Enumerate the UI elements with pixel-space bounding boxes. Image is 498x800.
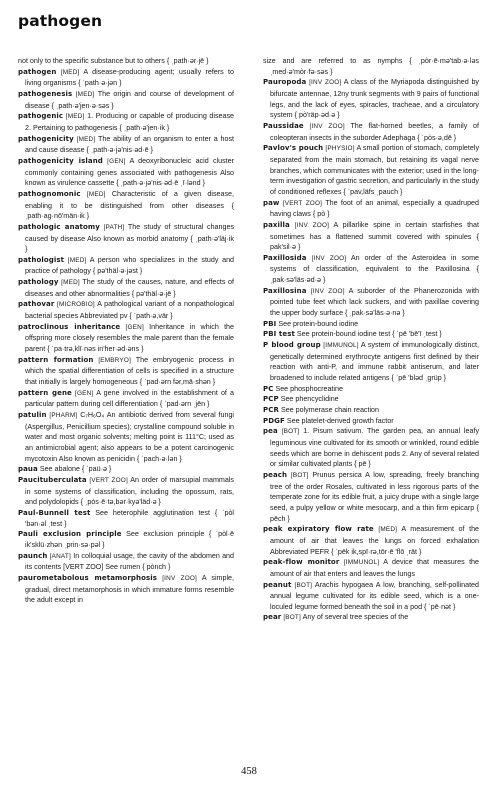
entry-definition: See polymerase chain reaction <box>280 406 379 414</box>
dictionary-entry <box>18 67 234 89</box>
dictionary-entry <box>18 134 234 156</box>
entry-headword: Paxillosida <box>263 253 307 262</box>
dictionary-entry <box>18 299 234 321</box>
entry-field-label: [INV ZOO] <box>309 122 345 130</box>
left-column <box>18 56 234 762</box>
entry-definition: See abalone { ˈpaü·ə } <box>39 465 112 474</box>
dictionary-entry <box>263 340 479 384</box>
dictionary-entry <box>263 612 479 624</box>
dictionary-entry <box>18 573 234 606</box>
dictionary-entry <box>263 405 479 416</box>
entry-definition: A small portion of stomach, completely separated from the main stomach, but retaining its vagal nerve branches, which communicates with the exterior; used in the long-term investigation of gastric secretion, and particularly in the study of conditioned reflexes { ˈpav,läfs ˌpauch } <box>270 144 479 196</box>
entry-field-label: [MED] <box>75 90 95 98</box>
entry-headword: PCR <box>263 406 279 414</box>
entry-definition: Characteristic of a given disease, enabling it to be distinguished from other diseases { ˌpath·ag·nō'män·ik } <box>25 189 234 221</box>
entry-field-label: [IMMUNOL] <box>343 559 380 567</box>
dictionary-entry <box>18 277 234 299</box>
entry-field-label: [MED] <box>378 526 398 534</box>
entry-field-label: [INV ZOO] <box>309 79 342 87</box>
entry-field-label: [MED] <box>67 256 87 264</box>
dictionary-entry <box>263 143 479 197</box>
dictionary-entry <box>263 524 479 557</box>
entry-definition: In colloquial usage, the cavity of the abdomen and its contents [VERT ZOO] See rumen { pònch } <box>25 551 234 572</box>
dictionary-entry <box>18 475 234 508</box>
entry-headword: Pavlov's pouch <box>263 144 324 153</box>
entry-headword: pathogen <box>18 67 57 76</box>
entry-field-label: [PHYSIO] <box>325 145 355 153</box>
dictionary-entry <box>18 508 234 529</box>
dictionary-entry <box>18 111 234 133</box>
entry-field-label: [BOT] <box>290 471 309 479</box>
entry-field-label: [PHARM] <box>49 412 78 419</box>
entry-field-label: [GEN] <box>75 389 94 397</box>
dictionary-entry <box>18 255 234 277</box>
entry-definition: A disease-producing agent; usually refers to living organisms { ˈpath·ə·jən } <box>25 67 234 88</box>
entry-headword: Paucituberculata <box>18 475 87 484</box>
entry-headword: peanut <box>263 580 292 589</box>
entry-definition: An order of marsupial mammals in some systems of classification, including the opossum, rats, and polydolopids { ˌpo̍s·ē·tə,bər·kyə'läd·ə } <box>25 475 234 507</box>
dictionary-entry <box>18 189 234 222</box>
entry-headword: PBI <box>263 319 277 328</box>
entry-definition: Inheritance in which the offspring more closely resembles the male parent than the female parent { ˈpa·trə,klī·nəs in'her·əd·əns } <box>25 322 234 354</box>
entry-definition: A suborder of the Phanerozonida with pointed tube feet which lack suckers, and with paxillae covering the upper body surface { ˌpak·sə'läs·ə·nə } <box>270 286 479 318</box>
entry-field-label: [PATH] <box>103 223 125 231</box>
dictionary-entry <box>263 416 479 427</box>
dictionary-entry <box>18 355 234 388</box>
dictionary-entry <box>263 253 479 286</box>
entry-definition: A deoxyribonucleic acid cluster commonly containing genes associated with pathogenesis Also known as virulence cassette { ˌpath·ə·jə'nis·əd·ē ˌī·lənd } <box>25 156 234 188</box>
entry-definition: A pillarlike spine in certain starfishes that sometimes has a flattened summit covered with spinules { pak'sil·ə } <box>270 220 479 252</box>
dictionary-entry <box>18 551 234 573</box>
dictionary-entry <box>263 394 479 405</box>
entry-field-label: [ANAT] <box>49 552 71 560</box>
dictionary-entry <box>18 156 234 189</box>
entry-definition: A class of the Myriapoda distinguished by bifurcate antennae, 12ny trunk segments with 9 pairs of functional legs, and the lack of eyes, spiracles, tracheae, and a circulatory system { pò'räp·əd·ə } <box>270 78 479 120</box>
entry-headword: paxilla <box>263 220 290 229</box>
entry-headword: P blood group <box>263 341 321 350</box>
entry-definition: See protein-bound iodine <box>278 319 359 328</box>
entry-field-label: [GEN] <box>125 323 144 331</box>
entry-definition: size and are referred to as nymphs { ˌpòr·ē·mə'tab·ə·ləs ˌmed·ə'mòr·fə·səs } <box>263 57 479 76</box>
entry-headword: pathology <box>18 278 59 287</box>
entry-headword: peak-flow monitor <box>263 558 340 567</box>
entry-field-label: [BOT] <box>281 428 300 436</box>
entry-headword: pattern formation <box>18 355 94 364</box>
entry-field-label: [MED] <box>76 135 96 143</box>
entry-definition: The origin and course of development of disease { ˌpath·ə'jen·ə·səs } <box>25 89 234 110</box>
entry-definition: A simple, gradual, direct metamorphosis in which immature forms resemble the adult except in <box>25 573 234 605</box>
dictionary-entry <box>263 77 479 121</box>
entry-field-label: [MED] <box>60 68 80 76</box>
entry-field-label: [VERT ZOO] <box>282 199 323 207</box>
entry-definition: See exclusion principle { ˈpòl·ē ik'sklü·zhən ˌprin·sə·pəl } <box>25 530 234 549</box>
entry-headword: pathologic anatomy <box>18 222 100 231</box>
dictionary-entry <box>18 410 234 464</box>
entry-definition: The study of structural changes caused by disease Also known as morbid anatomy { ˌpath·ə'läj·ik } <box>25 222 234 254</box>
dictionary-entry <box>18 322 234 355</box>
entry-headword: Paxillosina <box>263 286 307 295</box>
dictionary-entry <box>18 89 234 111</box>
entry-definition: A person who specializes in the study and practice of pathology { pə'thäl·ə·jəst } <box>25 255 234 276</box>
entry-headword: Paussidae <box>263 121 304 130</box>
entry-headword: PC <box>263 384 274 393</box>
entry-definition: The study of the causes, nature, and effects of diseases and other abnormalities { pə'thäl·ə·jē } <box>25 278 234 298</box>
entry-headword: PDGF <box>263 416 285 425</box>
entry-field-label: [INV ZOO] <box>162 574 198 582</box>
entry-field-label: [MED] <box>61 279 80 287</box>
entry-headword: Pauropoda <box>263 78 307 87</box>
entry-definition: A device that measures the amount of air that enters and leaves the lungs <box>270 558 479 578</box>
dictionary-entry <box>263 384 479 395</box>
entry-definition: 1. Pisum sativum. The garden pea, an annual leafy leguminous vine cultivated for its smooth or wrinkled, round edible seeds which are borne in dehiscent pods 2. Any of several related or similar cultivated plants { pē } <box>270 427 479 469</box>
entry-headword: Pauli exclusion principle <box>18 530 122 539</box>
entry-definition: Any of several tree species of the <box>302 613 409 622</box>
entry-headword: pathogenicity <box>18 134 74 143</box>
entry-definition: The foot of an animal, especially a quadruped having claws { pò } <box>270 198 479 219</box>
dictionary-entry <box>18 56 234 67</box>
entry-headword: pattern gene <box>18 388 72 397</box>
entry-definition: 1. Producing or capable of producing disease 2. Pertaining to pathogenesis { ˌpath·ə'jen·ik } <box>25 112 234 132</box>
entry-definition: The flat-horned beetles, a family of coleopteran insects in the suborder Adephaga { ˈpòs·ə,dē } <box>270 121 479 142</box>
dictionary-entry <box>263 286 479 319</box>
entry-field-label: [BOT] <box>283 614 302 622</box>
dictionary-entry <box>263 220 479 253</box>
dictionary-entry <box>18 464 234 475</box>
entry-field-label: [INV ZOO] <box>311 254 347 262</box>
entry-headword: pathogenesis <box>18 89 73 98</box>
entry-headword: Paul-Bunnell test <box>18 508 91 517</box>
entry-headword: paw <box>263 198 280 207</box>
entry-headword: PBI test <box>263 330 295 339</box>
entry-headword: pea <box>263 427 278 436</box>
entry-field-label: [EMBRYO] <box>98 356 132 364</box>
entry-field-label: [MICROBIO] <box>57 301 95 309</box>
entry-definition: A system of immunologically distinct, genetically determined erythrocyte antigens first defined by their reaction with anti-P, and immune rabbit antiserum, and later broadened to include related antigens { ˈpē 'bləd ˌgrüp } <box>270 341 479 383</box>
entry-headword: peak expiratory flow rate <box>263 525 374 534</box>
guide-word: pathogen <box>18 12 103 30</box>
entry-headword: patulin <box>18 411 47 419</box>
entry-headword: paunch <box>18 551 48 560</box>
dictionary-entry <box>263 470 479 524</box>
entry-field-label: [GEN] <box>107 157 126 165</box>
entry-field-label: [MED] <box>65 113 85 121</box>
entry-headword: pathovar <box>18 300 55 309</box>
entry-field-label: [MED] <box>86 190 106 198</box>
entry-definition: Prunus persica A low, spreading, freely branching tree of the order Rosales, cultivated in less rigorous parts of the temperate zone for its edible fruit, a juicy drupe with a single large seed, a pulpy yellow or white mesocarp, and a thin firm epicarp { pēch } <box>270 470 479 523</box>
dictionary-entry <box>18 529 234 550</box>
dictionary-entry <box>18 222 234 255</box>
dictionary-entry <box>263 198 479 220</box>
entry-headword: patroclinous inheritance <box>18 322 121 331</box>
entry-field-label: [VERT ZOO] <box>89 476 128 484</box>
entry-definition: A pathological variant of a nonpathological bacterial species Abbreviated pv { ˈpath·ə,vär } <box>25 300 234 321</box>
entry-definition: The ability of an organism to enter a host and cause disease { ˌpath·ə·jə'nis·əd·ē } <box>25 134 234 155</box>
entry-field-label: [INV ZOO] <box>310 287 345 295</box>
entry-headword: pear <box>263 613 282 622</box>
entry-headword: pathogenicity island <box>18 156 103 165</box>
entry-definition: Arachis hypogaea A low, branching, self-pollinated annual legume cultivated for its edible seed, which is a one-loculed legume formed beneath the soil in a pod { ˈpē·nət } <box>270 580 479 611</box>
entry-headword: peach <box>263 470 288 479</box>
entry-definition: A gene involved in the establishment of a particular pattern during cell differentiation { ˈpad·ərn ˌjēn } <box>25 388 234 409</box>
entry-headword: PCP <box>263 395 279 404</box>
entry-definition: See phosphocreatine <box>275 384 343 393</box>
entry-definition: See protein-bound iodine test { ˈpē 'bē'ī ˌtest } <box>296 330 442 339</box>
dictionary-entry <box>263 580 479 613</box>
entry-headword: pathognomonic <box>18 189 81 198</box>
dictionary-entry <box>18 388 234 410</box>
entry-definition: An order of the Asteroidea in some systems of classification, equivalent to the Paxillosina { ˌpak·sə'läs·əd·ə } <box>270 253 479 285</box>
entry-definition: A measurement of the amount of air that leaves the lungs on forced exhalation Abbreviated PEFR { ˈpēk ik,spī·rə,tōr·ē 'flō ˌrāt } <box>270 525 479 556</box>
dictionary-entry <box>263 329 479 340</box>
entry-headword: pathogenic <box>18 112 64 121</box>
entry-definition: See platelet-derived growth factor <box>286 416 394 425</box>
dictionary-entry <box>263 426 479 470</box>
entry-definition: See heterophile agglutination test { ˈpòl 'bən·əl ˌtest } <box>25 508 234 528</box>
dictionary-entry <box>263 319 479 330</box>
entry-headword: paurometabolous metamorphosis <box>18 573 158 582</box>
entry-headword: pathologist <box>18 255 65 264</box>
entry-field-label: [IMMUNOL] <box>323 342 359 350</box>
entry-definition: C₇H₆O₄ An antibiotic derived from several fungi (Aspergillus, Penicillium species); crystalline compound soluble in water and most organic solvents; melting point is 111°C; used as an antimicrobial agent; also appears to be a potent carcinogenic mycotoxin Also known as penicidin { ˈpach·ə·lən } <box>25 411 234 463</box>
entry-headword: paua <box>18 465 38 474</box>
entry-definition: The embryogenic process in which the spatial differentiation of cells is specified in a structure that initially is largely homogeneous { ˈpad·ərn fər,mā·shən } <box>25 355 234 387</box>
dictionary-entry <box>263 121 479 143</box>
page-number: 458 <box>241 766 257 777</box>
entry-field-label: [INV ZOO] <box>294 221 330 229</box>
dictionary-entry <box>263 557 479 579</box>
entry-field-label: [BOT] <box>294 581 313 589</box>
right-column <box>263 56 479 762</box>
dictionary-entry <box>263 56 479 77</box>
entry-definition: See phencyclidine <box>280 395 339 404</box>
entry-definition: not only to the specific substance but to others { ˌpath·ər·jē } <box>18 57 209 65</box>
